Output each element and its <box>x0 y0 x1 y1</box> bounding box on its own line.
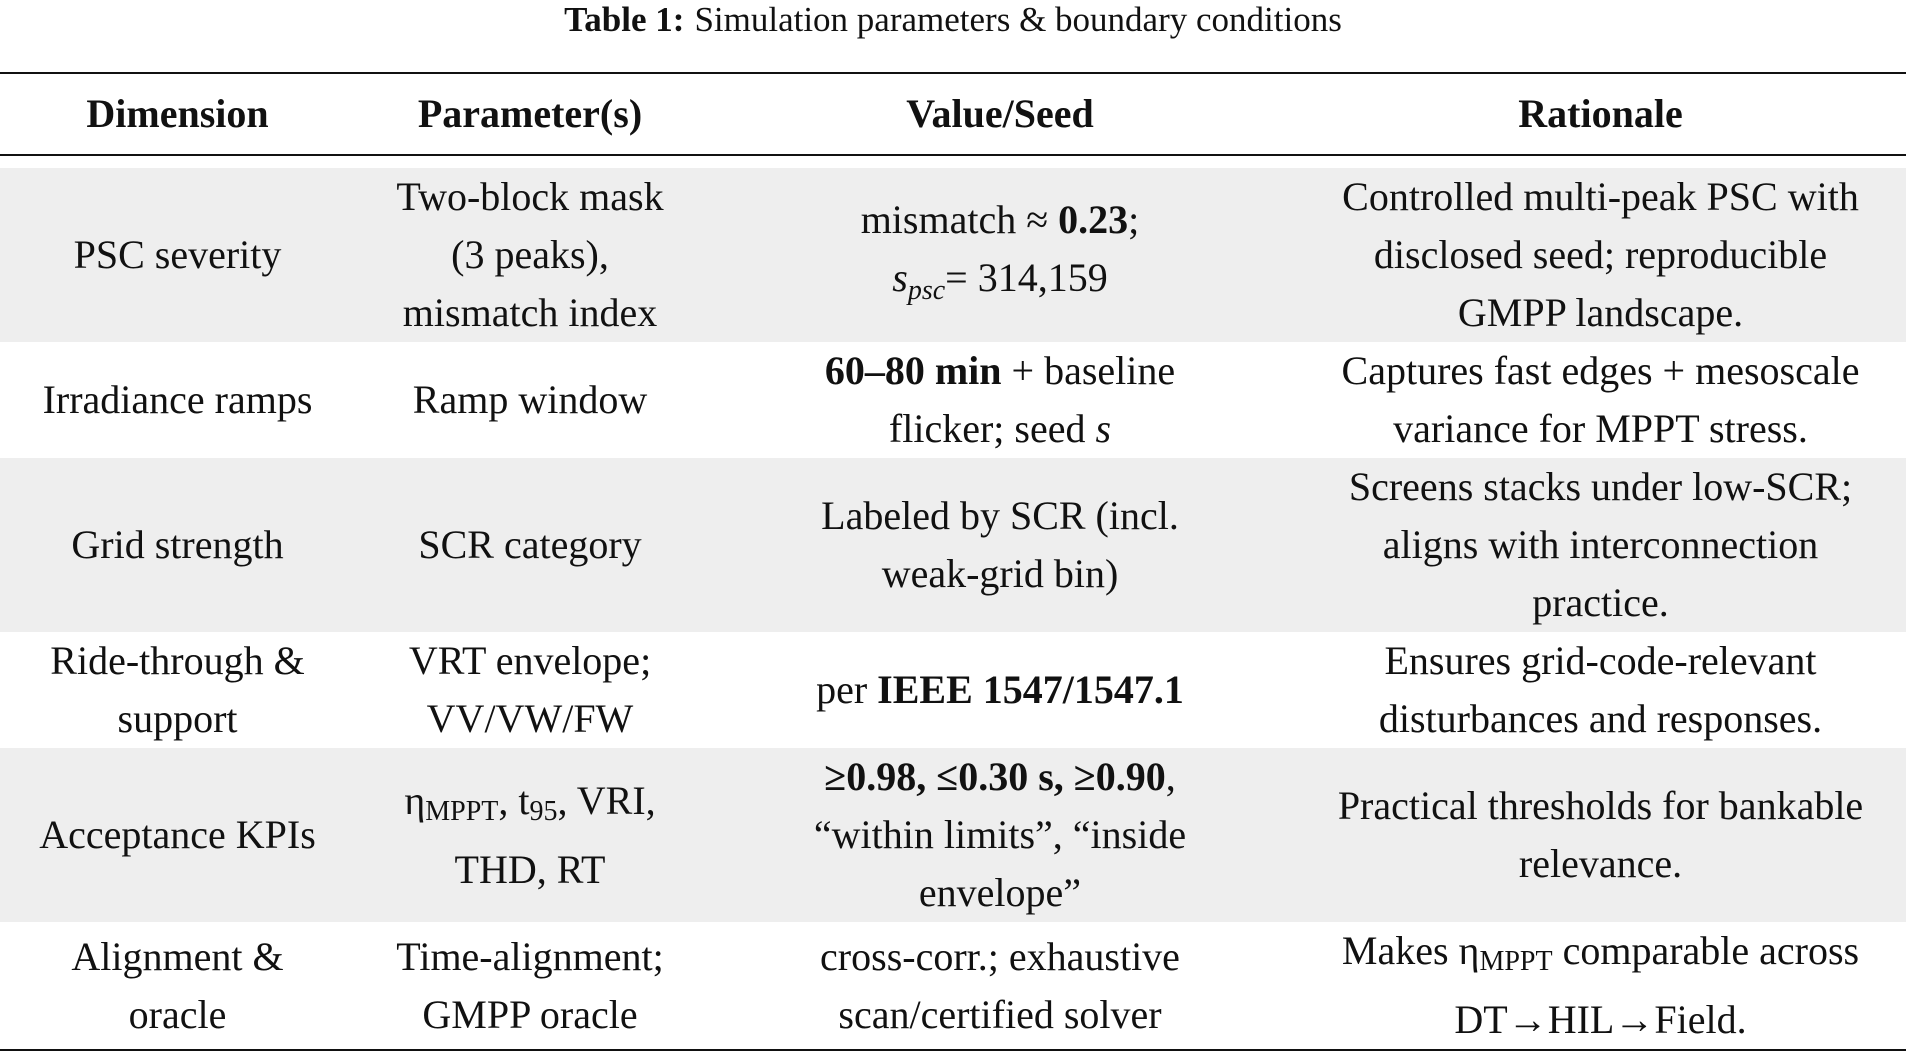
header-row <box>0 73 1906 155</box>
cell-dimension: Ride-through & support <box>50 638 305 741</box>
cell-parameters: Ramp window <box>412 377 648 422</box>
table-row-irradiance-ramps <box>0 342 1906 458</box>
caption-text: Simulation parameters & boundary conditions <box>694 0 1342 39</box>
cell-dimension: Grid strength <box>71 522 284 567</box>
cell-value: Labeled by SCR (incl. weak-grid bin) <box>821 493 1179 596</box>
cell-parameters: Time-alignment; GMPP oracle <box>396 933 664 1037</box>
table-row-acceptance-kpis <box>0 748 1906 922</box>
cell-parameters: VRT envelope; VV/VW/FW <box>408 638 652 741</box>
cell-value: mismatch ≈ 0.23; $s_{psc}= 314,159$ <box>860 196 1140 306</box>
column-header-dimension: Dimension <box>86 91 269 136</box>
cell-rationale: Ensures grid-code-relevant disturbances and responses. <box>1378 638 1823 741</box>
cell-rationale: Captures fast edges + mesoscale variance for MPPT stress. <box>1341 348 1860 451</box>
cell-parameters: ηMPPT, t95, VRI, THD, RT <box>404 777 656 892</box>
cell-value: cross-corr.; exhaustive scan/certified solver <box>820 933 1180 1037</box>
table-caption <box>0 0 1906 46</box>
cell-dimension: Irradiance ramps <box>42 377 313 422</box>
column-header-value-seed: Value/Seed <box>906 91 1094 136</box>
parameters-table <box>0 72 1906 1051</box>
cell-parameters: SCR category <box>418 522 642 567</box>
cell-dimension: Acceptance KPIs <box>39 812 316 857</box>
cell-rationale: Practical thresholds for bankable relevance. <box>1337 783 1864 886</box>
cell-dimension: PSC severity <box>73 232 282 277</box>
cell-value: 60–80 min + baseline flicker; seed s <box>824 348 1176 451</box>
column-header-parameters: Parameter(s) <box>417 91 643 136</box>
cell-dimension: Alignment & oracle <box>71 933 284 1037</box>
cell-rationale: Makes ηMPPT comparable across DT→HIL→Field. <box>1341 928 1860 1042</box>
table-row-ride-through <box>0 632 1906 748</box>
table-row-grid-strength <box>0 458 1906 632</box>
cell-value: per IEEE 1547/1547.1 <box>816 667 1184 712</box>
cell-rationale: Screens stacks under low-SCR; aligns with interconnection practice. <box>1348 464 1853 625</box>
column-header-rationale: Rationale <box>1518 91 1683 136</box>
cell-parameters: Two-block mask (3 peaks), mismatch index <box>396 174 664 335</box>
cell-value: ≥0.98, ≤0.30 s, ≥0.90, “within limits”, “inside envelope” <box>813 754 1187 915</box>
table-row-alignment-oracle <box>0 922 1906 1050</box>
table-row-psc-severity <box>0 168 1906 342</box>
cell-rationale: Controlled multi-peak PSC with disclosed seed; reproducible GMPP landscape. <box>1342 174 1859 335</box>
caption-label: Table 1: <box>564 0 685 39</box>
